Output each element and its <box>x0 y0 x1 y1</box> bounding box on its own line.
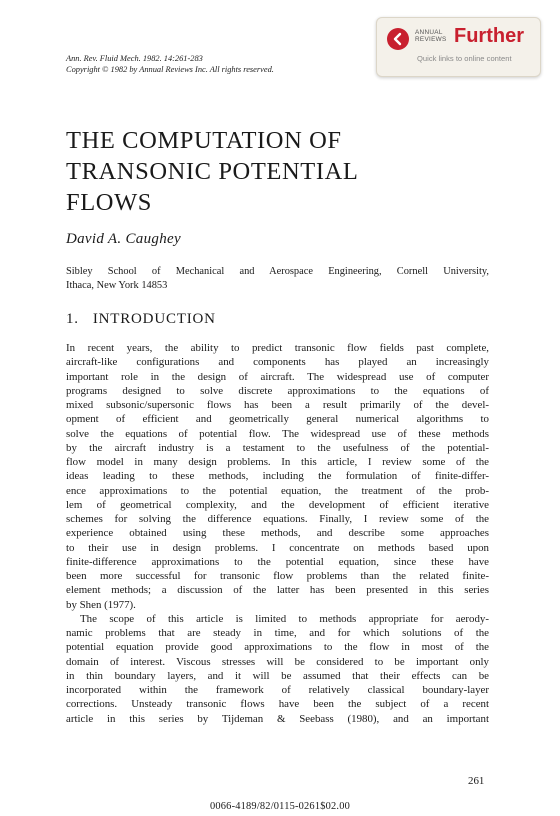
body-line: schemes for solving the difference equations. Finally, I review some of the <box>66 513 489 525</box>
further-subtitle: Quick links to online content <box>417 54 512 63</box>
body-line: experience obtained using these methods, and describe some approaches <box>66 527 489 540</box>
author-affiliation <box>66 265 489 293</box>
body-line: article in this series by Tijdeman & Seebass (1980), and an important <box>66 712 489 725</box>
section-heading <box>66 311 216 328</box>
citation-line-1: Ann. Rev. Fluid Mech. 1982. 14:261-283 <box>66 54 203 63</box>
body-line: corrections. Unsteady transonic flows have been the subject of a recent <box>66 698 489 711</box>
body-line: flow model in many design problems. In this article, I review some of the <box>66 456 489 468</box>
title-line: FLOWS <box>66 189 153 216</box>
body-line: finite-difference approximations to the potential equation, since these have <box>66 555 489 568</box>
body-line: In recent years, the ability to predict transonic flow fields past complete, <box>66 342 489 354</box>
further-label: Further <box>454 25 524 47</box>
body-line: domain of interest. Viscous stresses will be considered to be important only <box>66 655 489 668</box>
body-line: solve the equations of potential flow. The widespread use of these methods <box>66 427 489 440</box>
page-number: 261 <box>468 775 485 787</box>
citation-line-2: Copyright © 1982 by Annual Reviews Inc. All rights reserved. <box>66 65 274 74</box>
article-title <box>66 125 358 218</box>
body-line: mixed subsonic/supersonic flows has been a result primarily of the devel- <box>66 399 489 411</box>
body-line: aircraft-like configurations and components has played an increasingly <box>66 356 489 369</box>
body-line: by the aircraft industry is a testament to the usefulness of the potential- <box>66 441 489 454</box>
copyright-code: 0066-4189/82/0115-0261$02.00 <box>210 801 350 812</box>
body-line: lem of geometrical complexity, and the development of efficient iterative <box>66 498 489 511</box>
title-line: TRANSONIC POTENTIAL <box>66 158 359 185</box>
annual-label: ANNUAL <box>415 29 443 36</box>
body-line: in thin boundary layers, and it will be assumed that their effects can be <box>66 669 489 682</box>
annual-reviews-wordmark <box>415 29 447 43</box>
body-text <box>66 341 489 726</box>
section-title: INTRODUCTION <box>92 311 216 327</box>
body-line: potential equation provide good approximations to the flow in most of the <box>66 641 489 654</box>
body-line: element methods; a discussion of the latter has been presented in this series <box>66 584 489 597</box>
body-line: The scope of this article is limited to methods appropriate for aerody- <box>80 612 489 625</box>
body-line: by Shen (1977). <box>66 598 136 611</box>
further-links-badge[interactable] <box>376 17 541 77</box>
body-line: ideas leading to these methods, including the formulation of finite-differ- <box>66 470 489 483</box>
body-line: programs designed to solve discrete approximations to the equations of <box>66 384 489 397</box>
body-line: opment of efficient and geometrically general numerical algorithms to <box>66 413 489 426</box>
body-line: ence approximations to the potential equation, the treatment of the prob- <box>66 484 489 497</box>
section-number: 1. <box>66 311 79 327</box>
body-line: incorporated within the framework of relatively classical boundary-layer <box>66 684 489 696</box>
body-line: been more successful for transonic flow problems than the related finite- <box>66 570 489 582</box>
annual-reviews-logo-icon <box>387 28 409 50</box>
affiliation-line: Ithaca, New York 14853 <box>66 280 168 291</box>
body-line: to their use in design problems. I concentrate on methods based upon <box>66 541 489 554</box>
body-line: namic problems that are steady in time, and for which solutions of the <box>66 627 489 639</box>
journal-citation <box>66 53 274 75</box>
reviews-label: REVIEWS <box>415 36 447 43</box>
title-line: THE COMPUTATION OF <box>66 127 342 154</box>
affiliation-line: Sibley School of Mechanical and Aerospace Engineering, Cornell University, <box>66 266 489 277</box>
author-name: David A. Caughey <box>66 231 181 247</box>
body-line: important role in the design of aircraft. The widespread use of computer <box>66 370 489 383</box>
